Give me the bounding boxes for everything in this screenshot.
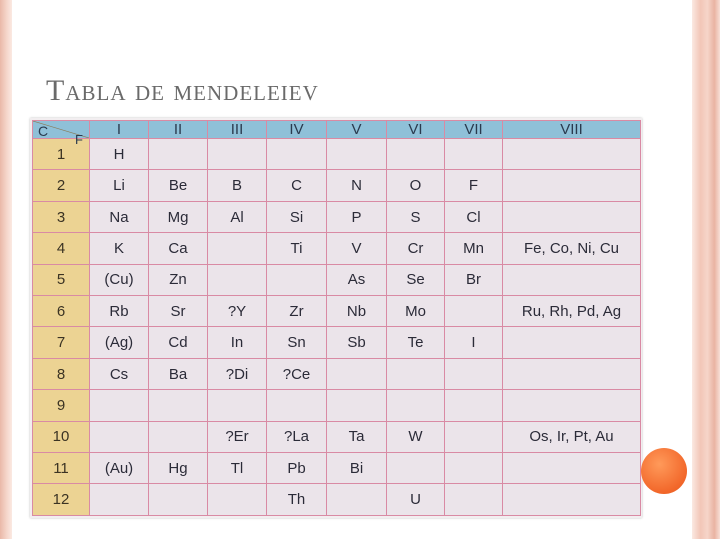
element-cell [445,453,503,484]
element-cell [503,139,641,170]
element-cell [503,484,641,516]
element-cell: Mn [445,233,503,264]
corner-col-label: F [75,132,83,147]
element-cell: ?Di [208,358,267,389]
table-row [33,233,641,264]
period-cell: 3 [33,201,90,232]
period-cell: 9 [33,390,90,421]
table-row [33,453,641,484]
element-cell [387,453,445,484]
element-cell: B [208,170,267,201]
element-cell [90,421,149,452]
element-cell: U [387,484,445,516]
element-cell [149,139,208,170]
group-header: V [327,121,387,139]
period-cell: 1 [33,139,90,170]
table-row [33,327,641,358]
element-cell [503,453,641,484]
element-cell [267,139,327,170]
element-cell: Si [267,201,327,232]
element-cell: Mg [149,201,208,232]
element-cell [503,390,641,421]
element-cell: Fe, Co, Ni, Cu [503,233,641,264]
table-row [33,170,641,201]
element-cell: Cd [149,327,208,358]
table-row [33,390,641,421]
element-cell: Be [149,170,208,201]
period-cell: 10 [33,421,90,452]
table-row [33,484,641,516]
element-cell: In [208,327,267,358]
element-cell: H [90,139,149,170]
element-cell: Tl [208,453,267,484]
element-cell [327,390,387,421]
element-cell: Sr [149,296,208,327]
element-cell [503,170,641,201]
element-cell [208,139,267,170]
element-cell [445,139,503,170]
element-cell [445,358,503,389]
element-cell: Mo [387,296,445,327]
slide-left-border [0,0,12,539]
period-cell: 8 [33,358,90,389]
element-cell: Al [208,201,267,232]
element-cell: Na [90,201,149,232]
element-cell [503,327,641,358]
element-cell: Se [387,264,445,295]
element-cell [445,484,503,516]
element-cell [208,233,267,264]
group-header: VII [445,121,503,139]
element-cell: V [327,233,387,264]
element-cell: ?La [267,421,327,452]
element-cell [503,264,641,295]
corner-row-label: C [38,123,49,139]
element-cell [208,484,267,516]
element-cell: Sb [327,327,387,358]
slide-title: Tabla de mendeleiev [46,74,319,107]
element-cell: (Cu) [90,264,149,295]
table-row [33,421,641,452]
element-cell: Ca [149,233,208,264]
element-cell: W [387,421,445,452]
group-header: IV [267,121,327,139]
element-cell [387,390,445,421]
element-cell: ?Er [208,421,267,452]
orange-circle-decoration [641,448,687,494]
element-cell [90,390,149,421]
table-row [33,139,641,170]
element-cell: Bi [327,453,387,484]
element-cell: (Ag) [90,327,149,358]
element-cell: P [327,201,387,232]
element-cell [387,139,445,170]
element-cell [267,390,327,421]
element-cell: I [445,327,503,358]
element-cell [149,484,208,516]
group-header: VIII [503,121,641,139]
period-cell: 5 [33,264,90,295]
slide-right-border [692,0,720,539]
group-header-row [33,121,641,139]
element-cell: F [445,170,503,201]
element-cell: S [387,201,445,232]
element-cell: Br [445,264,503,295]
element-cell: ?Ce [267,358,327,389]
period-cell: 11 [33,453,90,484]
element-cell: K [90,233,149,264]
group-header: I [90,121,149,139]
element-cell: N [327,170,387,201]
element-cell: Ru, Rh, Pd, Ag [503,296,641,327]
element-cell: Ba [149,358,208,389]
period-cell: 7 [33,327,90,358]
period-cell: 2 [33,170,90,201]
element-cell: Zr [267,296,327,327]
period-cell: 6 [33,296,90,327]
element-cell [503,358,641,389]
element-cell [208,390,267,421]
table-row [33,296,641,327]
element-cell: Li [90,170,149,201]
element-cell: ?Y [208,296,267,327]
mendeleev-table [32,120,641,516]
element-cell: Cs [90,358,149,389]
element-cell: Rb [90,296,149,327]
element-cell: (Au) [90,453,149,484]
element-cell: Th [267,484,327,516]
element-cell: Te [387,327,445,358]
element-cell [387,358,445,389]
table-row [33,201,641,232]
period-cell: 4 [33,233,90,264]
element-cell [327,358,387,389]
element-cell: Cr [387,233,445,264]
element-cell [327,484,387,516]
element-cell: Zn [149,264,208,295]
element-cell: Sn [267,327,327,358]
element-cell: Nb [327,296,387,327]
element-cell [267,264,327,295]
group-header: VI [387,121,445,139]
element-cell: As [327,264,387,295]
element-cell: Os, Ir, Pt, Au [503,421,641,452]
element-cell: Hg [149,453,208,484]
element-cell [503,201,641,232]
element-cell: Pb [267,453,327,484]
group-header: III [208,121,267,139]
element-cell: Ti [267,233,327,264]
element-cell [445,390,503,421]
element-cell: Ta [327,421,387,452]
period-cell: 12 [33,484,90,516]
element-cell [327,139,387,170]
group-header: II [149,121,208,139]
element-cell: Cl [445,201,503,232]
element-cell [445,296,503,327]
element-cell [445,421,503,452]
element-cell [149,390,208,421]
element-cell: O [387,170,445,201]
element-cell [90,484,149,516]
element-cell [208,264,267,295]
element-cell: C [267,170,327,201]
corner-cell [33,121,90,147]
table-row [33,358,641,389]
table-row [33,264,641,295]
element-cell [149,421,208,452]
